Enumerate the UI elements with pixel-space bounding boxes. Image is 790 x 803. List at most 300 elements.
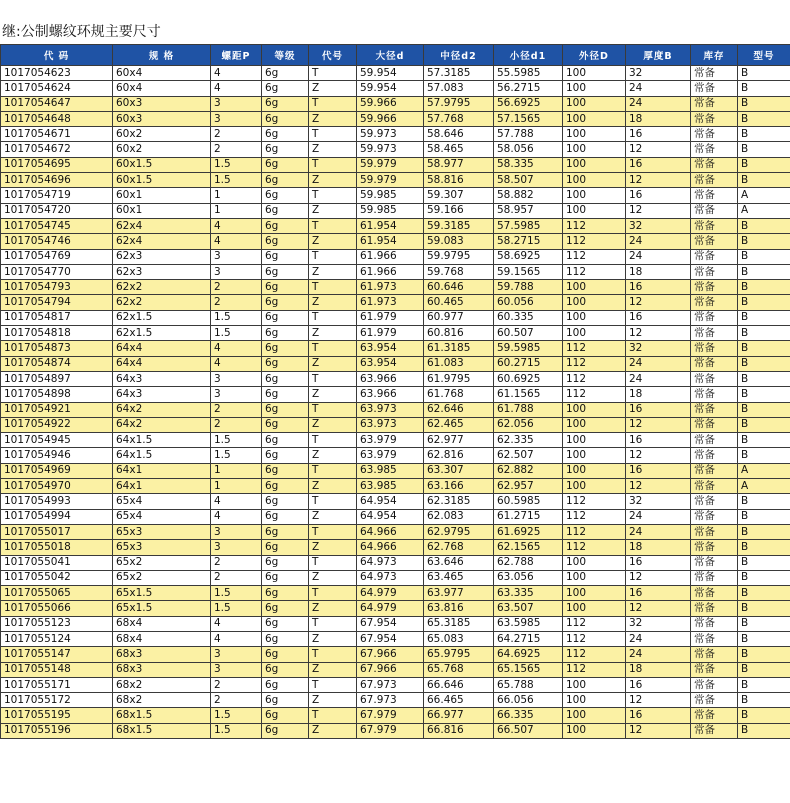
- cell-col-pitch-dia: 61.768: [424, 387, 494, 402]
- cell-col-code: 1017054818: [1, 326, 113, 341]
- cell-col-code: 1017055017: [1, 524, 113, 539]
- table-row: [1, 677, 790, 692]
- cell-col-pitch: 4: [211, 616, 262, 631]
- cell-col-thickness: 16: [626, 433, 691, 448]
- cell-col-outer-dia: 100: [563, 66, 626, 81]
- cell-col-stock: 常备: [691, 524, 738, 539]
- cell-col-minor-dia: 58.335: [494, 157, 563, 172]
- cell-col-stock: 常备: [691, 326, 738, 341]
- cell-col-code: 1017054793: [1, 280, 113, 295]
- spec-table: [0, 44, 790, 739]
- cell-col-type-code: Z: [309, 570, 357, 585]
- cell-col-grade: 6g: [262, 66, 309, 81]
- cell-col-outer-dia: 100: [563, 280, 626, 295]
- cell-col-major-dia: 63.973: [357, 417, 424, 432]
- cell-col-thickness: 16: [626, 127, 691, 142]
- cell-col-model: B: [738, 417, 790, 432]
- cell-col-outer-dia: 100: [563, 723, 626, 738]
- cell-col-code: 1017054672: [1, 142, 113, 157]
- cell-col-model: B: [738, 708, 790, 723]
- cell-col-minor-dia: 58.882: [494, 188, 563, 203]
- cell-col-grade: 6g: [262, 586, 309, 601]
- table-row: [1, 448, 790, 463]
- cell-col-type-code: T: [309, 433, 357, 448]
- table-row: [1, 66, 790, 81]
- cell-col-model: B: [738, 341, 790, 356]
- cell-col-minor-dia: 58.6925: [494, 249, 563, 264]
- cell-col-type-code: Z: [309, 631, 357, 646]
- cell-col-stock: 常备: [691, 647, 738, 662]
- cell-col-type-code: T: [309, 341, 357, 356]
- cell-col-grade: 6g: [262, 479, 309, 494]
- cell-col-pitch: 1.5: [211, 448, 262, 463]
- cell-col-model: A: [738, 188, 790, 203]
- cell-col-stock: 常备: [691, 280, 738, 295]
- cell-col-thickness: 12: [626, 479, 691, 494]
- cell-col-model: B: [738, 494, 790, 509]
- cell-col-stock: 常备: [691, 264, 738, 279]
- cell-col-spec: 68x3: [113, 662, 211, 677]
- cell-col-minor-dia: 62.882: [494, 463, 563, 478]
- cell-col-code: 1017054970: [1, 479, 113, 494]
- cell-col-thickness: 32: [626, 616, 691, 631]
- cell-col-type-code: Z: [309, 173, 357, 188]
- cell-col-type-code: Z: [309, 356, 357, 371]
- cell-col-code: 1017055041: [1, 555, 113, 570]
- cell-col-stock: 常备: [691, 631, 738, 646]
- cell-col-thickness: 12: [626, 173, 691, 188]
- cell-col-stock: 常备: [691, 249, 738, 264]
- table-row: [1, 693, 790, 708]
- cell-col-major-dia: 61.973: [357, 295, 424, 310]
- cell-col-model: B: [738, 234, 790, 249]
- cell-col-minor-dia: 61.6925: [494, 524, 563, 539]
- cell-col-type-code: T: [309, 188, 357, 203]
- cell-col-pitch-dia: 66.465: [424, 693, 494, 708]
- header-col-outer-dia: 外径D: [563, 45, 626, 66]
- cell-col-type-code: T: [309, 555, 357, 570]
- cell-col-major-dia: 67.973: [357, 693, 424, 708]
- cell-col-code: 1017055196: [1, 723, 113, 738]
- cell-col-pitch-dia: 63.465: [424, 570, 494, 585]
- cell-col-minor-dia: 57.1565: [494, 111, 563, 126]
- cell-col-thickness: 24: [626, 234, 691, 249]
- table-row: [1, 662, 790, 677]
- cell-col-pitch: 3: [211, 111, 262, 126]
- cell-col-grade: 6g: [262, 387, 309, 402]
- cell-col-thickness: 16: [626, 463, 691, 478]
- cell-col-pitch: 1.5: [211, 723, 262, 738]
- cell-col-type-code: Z: [309, 111, 357, 126]
- cell-col-pitch-dia: 61.9795: [424, 371, 494, 386]
- cell-col-grade: 6g: [262, 540, 309, 555]
- cell-col-outer-dia: 100: [563, 310, 626, 325]
- cell-col-pitch-dia: 65.3185: [424, 616, 494, 631]
- cell-col-stock: 常备: [691, 218, 738, 233]
- cell-col-spec: 65x1.5: [113, 586, 211, 601]
- table-row: [1, 555, 790, 570]
- cell-col-thickness: 18: [626, 264, 691, 279]
- cell-col-minor-dia: 60.335: [494, 310, 563, 325]
- cell-col-spec: 64x2: [113, 417, 211, 432]
- cell-col-spec: 60x4: [113, 66, 211, 81]
- cell-col-grade: 6g: [262, 693, 309, 708]
- cell-col-outer-dia: 100: [563, 127, 626, 142]
- cell-col-thickness: 12: [626, 295, 691, 310]
- cell-col-stock: 常备: [691, 111, 738, 126]
- cell-col-pitch-dia: 63.307: [424, 463, 494, 478]
- header-col-type-code: 代号: [309, 45, 357, 66]
- table-row: [1, 586, 790, 601]
- table-row: [1, 218, 790, 233]
- cell-col-type-code: T: [309, 218, 357, 233]
- table-body: [1, 66, 790, 739]
- cell-col-major-dia: 61.979: [357, 326, 424, 341]
- cell-col-code: 1017054720: [1, 203, 113, 218]
- cell-col-major-dia: 63.966: [357, 387, 424, 402]
- cell-col-grade: 6g: [262, 326, 309, 341]
- cell-col-pitch-dia: 65.9795: [424, 647, 494, 662]
- cell-col-thickness: 32: [626, 218, 691, 233]
- table-row: [1, 326, 790, 341]
- cell-col-type-code: T: [309, 249, 357, 264]
- cell-col-grade: 6g: [262, 524, 309, 539]
- cell-col-model: B: [738, 524, 790, 539]
- cell-col-type-code: T: [309, 586, 357, 601]
- cell-col-type-code: T: [309, 677, 357, 692]
- cell-col-stock: 常备: [691, 570, 738, 585]
- cell-col-model: B: [738, 310, 790, 325]
- table-row: [1, 463, 790, 478]
- cell-col-spec: 68x2: [113, 693, 211, 708]
- cell-col-thickness: 16: [626, 157, 691, 172]
- cell-col-spec: 64x4: [113, 341, 211, 356]
- cell-col-thickness: 18: [626, 387, 691, 402]
- cell-col-type-code: T: [309, 524, 357, 539]
- cell-col-minor-dia: 58.056: [494, 142, 563, 157]
- cell-col-code: 1017054994: [1, 509, 113, 524]
- cell-col-type-code: T: [309, 708, 357, 723]
- cell-col-spec: 62x3: [113, 249, 211, 264]
- cell-col-thickness: 12: [626, 448, 691, 463]
- cell-col-pitch: 3: [211, 371, 262, 386]
- cell-col-pitch: 4: [211, 356, 262, 371]
- cell-col-minor-dia: 62.788: [494, 555, 563, 570]
- cell-col-model: B: [738, 677, 790, 692]
- cell-col-pitch: 3: [211, 264, 262, 279]
- cell-col-thickness: 24: [626, 356, 691, 371]
- cell-col-minor-dia: 60.2715: [494, 356, 563, 371]
- cell-col-thickness: 12: [626, 417, 691, 432]
- cell-col-code: 1017054671: [1, 127, 113, 142]
- cell-col-stock: 常备: [691, 586, 738, 601]
- cell-col-grade: 6g: [262, 570, 309, 585]
- cell-col-outer-dia: 112: [563, 524, 626, 539]
- table-row: [1, 142, 790, 157]
- cell-col-model: A: [738, 463, 790, 478]
- cell-col-code: 1017054770: [1, 264, 113, 279]
- cell-col-type-code: Z: [309, 81, 357, 96]
- cell-col-major-dia: 61.954: [357, 218, 424, 233]
- cell-col-code: 1017054969: [1, 463, 113, 478]
- cell-col-outer-dia: 112: [563, 540, 626, 555]
- cell-col-pitch-dia: 63.977: [424, 586, 494, 601]
- header-col-spec: 规 格: [113, 45, 211, 66]
- cell-col-pitch: 2: [211, 142, 262, 157]
- cell-col-model: B: [738, 81, 790, 96]
- cell-col-type-code: Z: [309, 448, 357, 463]
- cell-col-code: 1017054794: [1, 295, 113, 310]
- cell-col-thickness: 12: [626, 601, 691, 616]
- cell-col-major-dia: 61.979: [357, 310, 424, 325]
- cell-col-spec: 60x3: [113, 96, 211, 111]
- cell-col-pitch-dia: 63.646: [424, 555, 494, 570]
- table-row: [1, 96, 790, 111]
- cell-col-type-code: Z: [309, 479, 357, 494]
- header-col-grade: 等级: [262, 45, 309, 66]
- cell-col-code: 1017054769: [1, 249, 113, 264]
- table-row: [1, 188, 790, 203]
- cell-col-outer-dia: 100: [563, 448, 626, 463]
- cell-col-stock: 常备: [691, 203, 738, 218]
- cell-col-major-dia: 59.985: [357, 203, 424, 218]
- cell-col-model: B: [738, 647, 790, 662]
- cell-col-code: 1017055018: [1, 540, 113, 555]
- cell-col-model: B: [738, 157, 790, 172]
- cell-col-stock: 常备: [691, 601, 738, 616]
- cell-col-thickness: 12: [626, 203, 691, 218]
- cell-col-minor-dia: 57.5985: [494, 218, 563, 233]
- cell-col-major-dia: 64.954: [357, 509, 424, 524]
- cell-col-model: B: [738, 326, 790, 341]
- cell-col-outer-dia: 100: [563, 402, 626, 417]
- table-row: [1, 356, 790, 371]
- cell-col-type-code: T: [309, 494, 357, 509]
- cell-col-code: 1017054873: [1, 341, 113, 356]
- cell-col-model: B: [738, 218, 790, 233]
- cell-col-grade: 6g: [262, 142, 309, 157]
- cell-col-code: 1017054624: [1, 81, 113, 96]
- cell-col-major-dia: 64.973: [357, 570, 424, 585]
- cell-col-minor-dia: 63.335: [494, 586, 563, 601]
- cell-col-minor-dia: 55.5985: [494, 66, 563, 81]
- table-row: [1, 433, 790, 448]
- cell-col-spec: 65x1.5: [113, 601, 211, 616]
- header-col-stock: 库存: [691, 45, 738, 66]
- cell-col-spec: 65x3: [113, 540, 211, 555]
- cell-col-grade: 6g: [262, 173, 309, 188]
- cell-col-minor-dia: 59.788: [494, 280, 563, 295]
- cell-col-outer-dia: 100: [563, 586, 626, 601]
- cell-col-pitch-dia: 60.977: [424, 310, 494, 325]
- cell-col-stock: 常备: [691, 157, 738, 172]
- table-row: [1, 173, 790, 188]
- table-row: [1, 341, 790, 356]
- header-col-thickness: 厚度B: [626, 45, 691, 66]
- cell-col-pitch-dia: 66.646: [424, 677, 494, 692]
- cell-col-grade: 6g: [262, 280, 309, 295]
- cell-col-stock: 常备: [691, 341, 738, 356]
- cell-col-stock: 常备: [691, 616, 738, 631]
- cell-col-thickness: 12: [626, 570, 691, 585]
- cell-col-stock: 常备: [691, 356, 738, 371]
- cell-col-outer-dia: 100: [563, 157, 626, 172]
- cell-col-thickness: 32: [626, 341, 691, 356]
- header-col-pitch: 螺距P: [211, 45, 262, 66]
- cell-col-minor-dia: 58.2715: [494, 234, 563, 249]
- cell-col-major-dia: 64.966: [357, 540, 424, 555]
- cell-col-pitch: 4: [211, 494, 262, 509]
- cell-col-minor-dia: 63.507: [494, 601, 563, 616]
- cell-col-model: B: [738, 540, 790, 555]
- table-row: [1, 387, 790, 402]
- cell-col-major-dia: 67.954: [357, 616, 424, 631]
- cell-col-pitch-dia: 57.083: [424, 81, 494, 96]
- cell-col-pitch-dia: 61.3185: [424, 341, 494, 356]
- cell-col-type-code: T: [309, 310, 357, 325]
- cell-col-grade: 6g: [262, 433, 309, 448]
- cell-col-minor-dia: 66.507: [494, 723, 563, 738]
- cell-col-thickness: 24: [626, 509, 691, 524]
- cell-col-major-dia: 67.973: [357, 677, 424, 692]
- cell-col-grade: 6g: [262, 249, 309, 264]
- cell-col-type-code: Z: [309, 417, 357, 432]
- cell-col-stock: 常备: [691, 494, 738, 509]
- cell-col-pitch: 2: [211, 417, 262, 432]
- cell-col-code: 1017054921: [1, 402, 113, 417]
- cell-col-spec: 68x1.5: [113, 723, 211, 738]
- cell-col-pitch: 3: [211, 249, 262, 264]
- cell-col-type-code: Z: [309, 326, 357, 341]
- header-col-code: 代 码: [1, 45, 113, 66]
- cell-col-major-dia: 59.966: [357, 111, 424, 126]
- cell-col-grade: 6g: [262, 371, 309, 386]
- cell-col-model: B: [738, 264, 790, 279]
- cell-col-thickness: 24: [626, 524, 691, 539]
- cell-col-stock: 常备: [691, 173, 738, 188]
- cell-col-model: B: [738, 631, 790, 646]
- cell-col-stock: 常备: [691, 555, 738, 570]
- cell-col-pitch-dia: 62.768: [424, 540, 494, 555]
- cell-col-outer-dia: 100: [563, 417, 626, 432]
- cell-col-outer-dia: 112: [563, 647, 626, 662]
- cell-col-stock: 常备: [691, 96, 738, 111]
- cell-col-pitch-dia: 65.768: [424, 662, 494, 677]
- cell-col-pitch-dia: 62.3185: [424, 494, 494, 509]
- cell-col-code: 1017054695: [1, 157, 113, 172]
- cell-col-spec: 60x4: [113, 81, 211, 96]
- table-row: [1, 280, 790, 295]
- cell-col-model: A: [738, 479, 790, 494]
- cell-col-outer-dia: 100: [563, 81, 626, 96]
- cell-col-pitch: 2: [211, 693, 262, 708]
- cell-col-pitch: 2: [211, 402, 262, 417]
- cell-col-spec: 60x2: [113, 127, 211, 142]
- cell-col-pitch: 4: [211, 509, 262, 524]
- cell-col-pitch: 1: [211, 479, 262, 494]
- cell-col-grade: 6g: [262, 463, 309, 478]
- cell-col-model: B: [738, 601, 790, 616]
- cell-col-code: 1017054647: [1, 96, 113, 111]
- cell-col-model: B: [738, 433, 790, 448]
- cell-col-code: 1017054648: [1, 111, 113, 126]
- cell-col-model: B: [738, 387, 790, 402]
- cell-col-minor-dia: 60.6925: [494, 371, 563, 386]
- cell-col-pitch-dia: 60.816: [424, 326, 494, 341]
- table-row: [1, 371, 790, 386]
- table-row: [1, 157, 790, 172]
- cell-col-model: B: [738, 295, 790, 310]
- cell-col-spec: 68x1.5: [113, 708, 211, 723]
- table-row: [1, 81, 790, 96]
- cell-col-grade: 6g: [262, 555, 309, 570]
- cell-col-spec: 60x1.5: [113, 157, 211, 172]
- cell-col-outer-dia: 112: [563, 371, 626, 386]
- cell-col-model: B: [738, 173, 790, 188]
- cell-col-spec: 64x3: [113, 371, 211, 386]
- document-title: 继:公制螺纹环规主要尺寸: [2, 24, 161, 40]
- cell-col-pitch: 4: [211, 234, 262, 249]
- cell-col-stock: 常备: [691, 448, 738, 463]
- cell-col-type-code: Z: [309, 723, 357, 738]
- table-row: [1, 601, 790, 616]
- cell-col-pitch-dia: 62.083: [424, 509, 494, 524]
- cell-col-outer-dia: 112: [563, 631, 626, 646]
- header-col-major-dia: 大径d: [357, 45, 424, 66]
- cell-col-pitch-dia: 62.9795: [424, 524, 494, 539]
- cell-col-code: 1017054745: [1, 218, 113, 233]
- cell-col-pitch: 3: [211, 387, 262, 402]
- cell-col-pitch-dia: 59.768: [424, 264, 494, 279]
- cell-col-type-code: T: [309, 463, 357, 478]
- cell-col-code: 1017055066: [1, 601, 113, 616]
- cell-col-thickness: 12: [626, 326, 691, 341]
- cell-col-stock: 常备: [691, 310, 738, 325]
- cell-col-code: 1017055124: [1, 631, 113, 646]
- cell-col-outer-dia: 100: [563, 96, 626, 111]
- cell-col-stock: 常备: [691, 509, 738, 524]
- cell-col-pitch: 1: [211, 188, 262, 203]
- cell-col-minor-dia: 59.5985: [494, 341, 563, 356]
- cell-col-pitch: 4: [211, 341, 262, 356]
- cell-col-spec: 64x1: [113, 479, 211, 494]
- cell-col-major-dia: 59.979: [357, 173, 424, 188]
- table-row: [1, 127, 790, 142]
- cell-col-outer-dia: 100: [563, 693, 626, 708]
- cell-col-outer-dia: 112: [563, 234, 626, 249]
- cell-col-code: 1017054946: [1, 448, 113, 463]
- cell-col-pitch: 1.5: [211, 433, 262, 448]
- cell-col-major-dia: 67.954: [357, 631, 424, 646]
- cell-col-stock: 常备: [691, 433, 738, 448]
- cell-col-code: 1017055123: [1, 616, 113, 631]
- cell-col-major-dia: 63.973: [357, 402, 424, 417]
- cell-col-grade: 6g: [262, 708, 309, 723]
- cell-col-pitch: 1: [211, 203, 262, 218]
- cell-col-thickness: 16: [626, 280, 691, 295]
- cell-col-major-dia: 63.979: [357, 433, 424, 448]
- cell-col-pitch-dia: 62.465: [424, 417, 494, 432]
- cell-col-model: B: [738, 448, 790, 463]
- cell-col-minor-dia: 65.788: [494, 677, 563, 692]
- cell-col-code: 1017054817: [1, 310, 113, 325]
- cell-col-code: 1017054897: [1, 371, 113, 386]
- cell-col-minor-dia: 62.1565: [494, 540, 563, 555]
- cell-col-code: 1017055172: [1, 693, 113, 708]
- cell-col-grade: 6g: [262, 157, 309, 172]
- table-row: [1, 249, 790, 264]
- cell-col-pitch: 2: [211, 677, 262, 692]
